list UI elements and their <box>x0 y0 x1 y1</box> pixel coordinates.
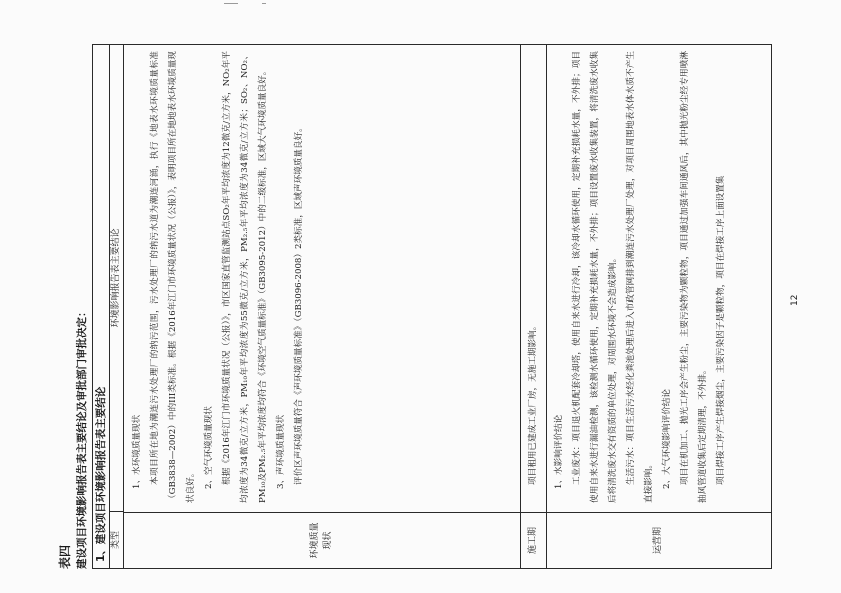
subheading: 1、水环境质量现状 <box>132 414 142 489</box>
subheading: 3、声环境质量现状 <box>276 414 286 489</box>
row-label: 施工期 <box>520 512 546 568</box>
document-title: 建设项目环境影响报告表主要结论及审批部门审批决定： <box>76 306 88 569</box>
paragraph: 根据《2016年江门市环境质量状况（公报）》，市区国家直管监测站点SO₂年平均浓度为12微克/立方米，NO₂年平均浓度为34微克/立方米，PM₁₀年平均浓度为55微克/立方米，PM₂.₅年平均浓度为34微克/立方米；SO₂、NO₂、PM₁₀及PM₂.₅年平均浓度均符合《环境空气质量标准》（GB3095-2012）中的二级标准，区域大气环境质量良好。 <box>222 51 268 503</box>
page-number: 12 <box>790 294 800 306</box>
table-row <box>546 45 771 568</box>
row-content <box>546 45 771 511</box>
paragraph: 工业废水：项目退火机配套冷却塔，使用自来水进行冷却，该冷却水循环使用，定期补充损耗水量，不外排；项目使用自来水进行漏油检测，该检测水循环使用，定期补充损耗水量，不外排；项目设置废水收集装置，将清洗废水收集后将清洗废水交有资质的单位处理，对周围水环境不会造成影响。 <box>572 51 618 503</box>
subheading: 1、水影响评价结论 <box>554 414 564 489</box>
subheading: 2、空气环境质量现状 <box>204 406 214 489</box>
column-header-conclusion: 环境影响报告表主要结论 <box>109 45 124 511</box>
conclusion-table <box>92 44 772 569</box>
paragraph: 项目租用已建成工业厂房，无施工期影响。 <box>528 321 538 485</box>
subheading: 2、大气环境影响评价结论 <box>662 389 672 489</box>
paragraph: 评价区声环境质量符合《声环境质量标准》（GB3096-2008）2类标准，区域声环境质量良好。 <box>294 123 304 485</box>
table-row <box>520 45 547 568</box>
paragraph: 生活污水：项目生活污水经化粪池处理后进入市政管网排到潮连污水处理厂处理，对项目周围地表水体水质不产生直接影响。 <box>626 51 654 503</box>
section-title: 1、建设项目环境影响报告表主要结论 <box>93 45 110 568</box>
row-content <box>520 45 546 511</box>
row-content <box>124 45 520 511</box>
row-label: 运营期 <box>546 512 771 568</box>
paragraph: 项目在机加工、抛光工序会产生粉尘，主要污染物为颗粒物，项目通过加强车间通风后，其中抛光粉尘经专用喷淋抽风管道收集后定期清理，不外排。 <box>680 51 708 503</box>
column-header-type: 类型 <box>109 511 124 568</box>
paragraph: 本项目所在地为潮连污水处理厂的纳污范围，污水处理厂的纳污水道为潮连河涌，执行《地表水环境质量标准（GB3838—2002）中的III类标准。根据《2016年江门市环境质量状况（公报）》，表明项目所在地地表水环境质量现状良好。 <box>150 51 196 503</box>
table-row <box>124 45 521 568</box>
table-label: 表四 <box>58 544 72 569</box>
paragraph: 项目焊接工序产生焊接烟尘，主要污染因子是颗粒物，项目在焊接工序上面设置集 <box>716 175 726 485</box>
row-label: 环境质量现状 <box>124 512 520 568</box>
